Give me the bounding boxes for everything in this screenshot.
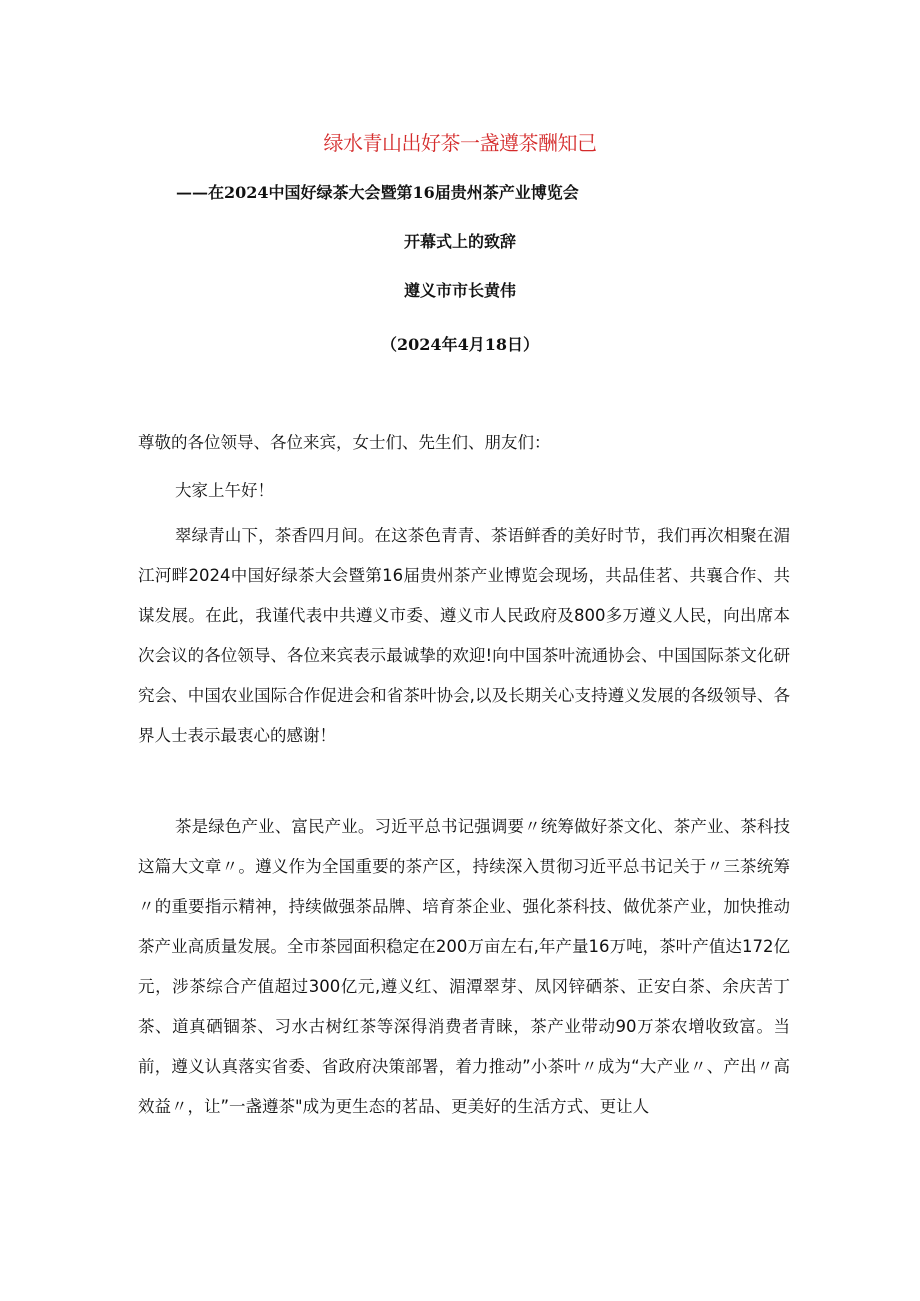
greeting: 大家上午好！ <box>175 481 274 500</box>
speech-date: （2024年4月18日） <box>381 335 539 354</box>
body-paragraph: 茶是绿色产业、富民产业。习近平总书记强调要〃统筹做好茶文化、茶产业、茶科技这篇大文章〃。遵义作为全国重要的茶产区，持续深入贯彻习近平总书记关于〃三茶统筹〃的重要指示精神，持续做强茶品牌、培育茶企业、强化茶科技、做优茶产业，加快推动茶产业高质量发展。全市茶园面积稳定在200万亩左右,年产量16万吨，茶叶产值达172亿元，涉茶综合产值超过300亿元,遵义红、湄潭翠芽、凤冈锌硒茶、正安白茶、余庆苦丁茶、道真硒锢茶、习水古树红茶等深得消费者青睐，茶产业带动90万茶农增收致富。当前，遵义认真落实省委、省政府决策部署，着力推动”小茶叶〃成为“大产业〃、产出〃高效益〃，让”一盏遵茶"成为更生态的茗品、更美好的生活方式、更让人 <box>138 817 790 1116</box>
speaker-line: 遵义市市长黄伟 <box>403 281 516 300</box>
speech-occasion: 开幕式上的致辞 <box>403 232 516 251</box>
body-paragraph: 翠绿青山下，茶香四月间。在这茶色青青、茶语鲜香的美好时节，我们再次相聚在湄江河畔2024中国好绿茶大会暨第16届贵州茶产业博览会现场，共品佳茗、共襄合作、共谋发展。在此，我谨代表中共遵义市委、遵义市人民政府及800多万遵义人民，向出席本次会议的各位领导、各位来宾表示最诚挚的欢迎!向中国茶叶流通协会、中国国际茶文化研究会、中国农业国际合作促进会和省茶叶协会,以及长期关心支持遵义发展的各级领导、各界人士表示最衷心的感谢！ <box>138 526 790 745</box>
document-subtitle: ——在2024中国好绿茶大会暨第16届贵州茶产业博览会 <box>176 183 579 202</box>
document-title: 绿水青山出好茶一盏遵茶酬知己 <box>323 131 597 155</box>
salutation: 尊敬的各位领导、各位来宾，女士们、先生们、朋友们： <box>138 433 551 452</box>
